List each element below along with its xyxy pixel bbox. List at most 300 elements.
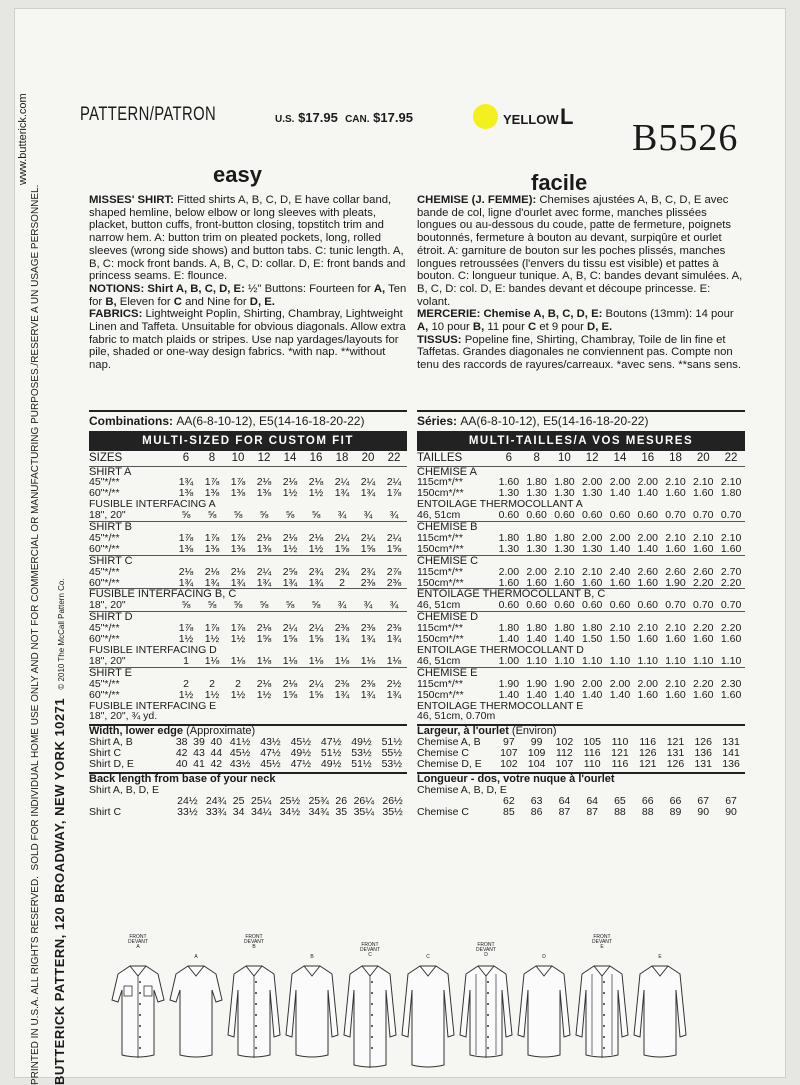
table-cell: 2⅛ (308, 531, 324, 544)
table-cell: 1.10 (693, 654, 714, 667)
series-label: Séries: (417, 414, 458, 428)
mercerie-text: Boutons (13mm): 14 pour (605, 308, 734, 321)
table-cell: 2⅜ (334, 622, 350, 635)
table-cell: 1⅝ (308, 688, 324, 701)
table-cell: 1.60 (554, 576, 575, 589)
table-cell: 45½ (260, 758, 281, 771)
table-cell: 1¾ (230, 576, 246, 589)
table-cell: 1.60 (693, 487, 714, 500)
table-cell: 1.80 (554, 622, 575, 635)
table-cell: 88 (641, 805, 654, 818)
can-price: $17.95 (373, 110, 413, 125)
front-label: FRONT DEVANT B (244, 934, 264, 950)
row-label: Shirt D, E (89, 758, 134, 771)
front-view-d-icon (458, 960, 514, 1070)
table-cell: ¾ (363, 599, 373, 612)
table-cell: 1.10 (526, 654, 547, 667)
table-cell: 2.20 (720, 622, 742, 635)
combinations (89, 410, 407, 428)
table-cell: 66 (641, 794, 654, 807)
size-header: 8 (208, 451, 216, 464)
row-label: 45"*/** (89, 565, 120, 578)
metrage-table (417, 451, 745, 722)
table-cell: 2.00 (581, 476, 603, 489)
misses-label: MISSES' SHIRT: (89, 194, 174, 206)
table-cell: 1.30 (526, 542, 547, 555)
table-cell: 1.30 (554, 487, 575, 500)
table-cell: 1½ (308, 542, 324, 555)
table-cell: 1⅞ (204, 531, 220, 544)
table-row (417, 656, 745, 667)
row-label: FUSIBLE INTERFACING A (89, 498, 216, 511)
row-label: 18", 20", ¾ yd. (89, 710, 158, 723)
table-cell: 24½ (177, 794, 198, 807)
table-cell: 1.80 (498, 622, 520, 635)
table-cell: 34¼ (251, 805, 272, 818)
table-cell: 1⅛ (256, 654, 272, 667)
table-cell: ⅝ (285, 599, 295, 612)
size-header: 20 (361, 451, 375, 464)
rights-label: ALL RIGHTS RESERVED. (30, 876, 41, 995)
table-row (89, 499, 407, 510)
table-cell: 1.40 (637, 542, 658, 555)
mercerie-b: B, (472, 321, 485, 334)
section-title: Width, lower edge (89, 725, 184, 738)
table-cell: 2.00 (637, 531, 658, 544)
table-cell: 1⅝ (256, 633, 272, 646)
row-label: FUSIBLE INTERFACING D (89, 644, 217, 656)
notions-text: Ten for (89, 282, 407, 308)
table-cell: 136 (694, 747, 712, 760)
row-label: Shirt C (89, 805, 122, 818)
table-cell: 2.70 (720, 565, 742, 578)
table-cell: 47½ (320, 736, 342, 749)
difficulty-letter: L (560, 104, 574, 129)
table-cell: 2.40 (609, 565, 631, 578)
size-header: 18 (335, 451, 349, 464)
table-cell: 49½ (320, 758, 342, 771)
table-cell: 25 (232, 794, 245, 807)
table-cell: 2.00 (581, 531, 603, 544)
table-cell: 1.40 (526, 633, 547, 646)
size-header: 20 (696, 451, 710, 464)
notions-text: Eleven for (119, 295, 171, 308)
table-cell: ¾ (363, 509, 373, 522)
table-cell: 49½ (290, 747, 312, 760)
fabrics-label: FABRICS: (89, 308, 143, 321)
table-cell: 2⅛ (282, 476, 298, 489)
table-cell: ⅝ (259, 599, 269, 612)
table-cell: 2.00 (498, 565, 520, 578)
table-cell: ¾ (337, 509, 347, 522)
table-cell: 0.60 (554, 599, 575, 612)
table-cell: 44 (210, 747, 223, 760)
table-cell: 25¾ (308, 794, 329, 807)
table-cell: 1.00 (498, 654, 520, 667)
table-cell: 1.60 (609, 576, 631, 589)
table-cell: 1.60 (720, 688, 742, 701)
table-cell: 87 (586, 805, 599, 818)
table-cell: 51½ (381, 736, 403, 749)
width-table (89, 726, 407, 770)
table-cell: 55½ (381, 747, 403, 760)
row-label: ENTOILAGE THERMOCOLLANT D (417, 644, 584, 656)
table-cell: 104 (527, 758, 546, 771)
longueur-table (417, 774, 745, 818)
table-cell: 1⅝ (282, 633, 298, 646)
table-cell: 1.40 (554, 688, 575, 701)
table-cell: 112 (556, 747, 573, 760)
table-cell: 2.00 (609, 677, 631, 690)
table-row (417, 600, 745, 611)
table-cell: 109 (527, 747, 546, 760)
table-cell: 2¾ (334, 565, 350, 578)
table-cell: 110 (611, 736, 629, 749)
front-view-c-icon (342, 960, 398, 1070)
section-title: Longueur - dos, votre nuque à l'ourlet (417, 772, 615, 785)
table-cell: 1.60 (637, 688, 658, 701)
size-header: 16 (309, 451, 323, 464)
table-cell: 0.60 (554, 509, 575, 522)
table-cell: ⅝ (207, 509, 217, 522)
series-value: AA(6-8-10-12), E5(14-16-18-20-22) (460, 414, 649, 428)
table-cell: 1¾ (386, 633, 402, 646)
table-cell: 2¼ (386, 531, 402, 544)
table-cell: 116 (583, 747, 601, 760)
row-label: 18", 20" (89, 654, 126, 667)
mercerie-text: et 9 pour (539, 321, 584, 334)
table-cell: 1⅛ (282, 654, 298, 667)
table-cell: 1.40 (637, 487, 658, 500)
table-cell: 0.70 (720, 599, 742, 612)
notions-a: A, (373, 282, 386, 295)
table-cell: 2.10 (665, 476, 686, 489)
table-row (417, 567, 745, 578)
table-cell: 45½ (229, 747, 251, 760)
table-cell: 2¼ (334, 531, 350, 544)
table-cell: ⅝ (181, 509, 191, 522)
front-view-e-icon (574, 960, 630, 1070)
table-cell: 2.00 (526, 565, 547, 578)
table-cell: 2¼ (360, 476, 376, 489)
row-label: 150cm*/** (417, 542, 464, 555)
section-title: Back length from base of your neck (89, 772, 276, 785)
table-cell: 2 (183, 677, 189, 690)
table-cell: 2⅛ (256, 476, 272, 489)
sizes-label: SIZES (89, 451, 123, 464)
table-cell: 1.50 (609, 633, 631, 646)
table-cell: 99 (530, 736, 543, 749)
front-label: FRONT DEVANT E (592, 934, 612, 950)
row-label: Chemise D, E (417, 758, 482, 771)
table-row (417, 667, 745, 678)
table-cell: 34½ (279, 805, 301, 818)
table-cell: 2.10 (637, 622, 658, 635)
table-cell: 1.60 (665, 633, 686, 646)
row-label: 60"*/** (89, 576, 120, 589)
table-cell: 2 (209, 677, 215, 690)
table-cell: 47½ (260, 747, 281, 760)
table-cell: 1.80 (581, 622, 603, 635)
table-cell: 2⅜ (386, 576, 402, 589)
table-cell: 1.40 (609, 688, 631, 701)
back-view-b-icon (284, 960, 340, 1070)
table-cell: 1.80 (498, 531, 520, 544)
row-label: 60"*/** (89, 633, 120, 646)
size-header: 6 (182, 451, 190, 464)
table-cell: 1.60 (665, 688, 686, 701)
table-row (89, 567, 407, 578)
table-cell: 2⅛ (256, 531, 272, 544)
largeur-table (417, 726, 745, 770)
table-cell: 1⅛ (334, 654, 350, 667)
row-label: FUSIBLE INTERFACING B, C (89, 589, 407, 600)
table-cell: 2 (339, 576, 345, 589)
table-cell: 1⅞ (204, 622, 220, 635)
view-letter: C (426, 954, 430, 960)
table-cell: 2.20 (720, 576, 742, 589)
table-cell: 1⅝ (360, 542, 376, 555)
row-label: Chemise C (417, 747, 469, 760)
row-label: 150cm*/** (417, 688, 464, 701)
row-label: 115cm*/** (417, 565, 463, 578)
pattern-label: PATTERN/PATRON (80, 104, 217, 125)
table-cell: 1.80 (526, 531, 547, 544)
table-cell: 110 (583, 758, 601, 771)
table-cell: 2¼ (334, 476, 350, 489)
copyright-label: © 2010 The McCall Pattern Co. (57, 578, 66, 690)
table-cell: 1⅜ (256, 542, 272, 555)
row-label: CHEMISE A (417, 466, 745, 477)
table-cell: 35¼ (353, 805, 375, 818)
table-cell: 116 (611, 758, 629, 771)
section-note: (Approximate) (183, 725, 256, 738)
table-row (89, 759, 407, 770)
table-row (417, 544, 745, 555)
multi-sized-band: MULTI-SIZED FOR CUSTOM FIT (89, 431, 407, 451)
notions-b: B, (105, 295, 117, 308)
table-cell: 1¾ (308, 576, 324, 589)
table-row (89, 612, 407, 623)
size-header: 16 (641, 451, 655, 464)
table-cell: 2⅜ (386, 622, 402, 635)
table-cell: 1.10 (609, 654, 631, 667)
size-header: 22 (387, 451, 401, 464)
table-cell: 1.30 (498, 487, 520, 500)
side-publisher-text (52, 5, 67, 1085)
table-cell: 1½ (204, 633, 220, 646)
table-cell: 2¼ (308, 677, 324, 690)
table-cell: 0.70 (720, 509, 742, 522)
table-cell: 1.60 (526, 576, 547, 589)
table-cell: 0.60 (581, 509, 603, 522)
table-cell: ⅝ (181, 599, 191, 612)
table-cell: 90 (725, 805, 737, 818)
table-cell: 1⅜ (204, 487, 220, 500)
envelope-color: YELLOW (503, 112, 559, 127)
table-cell: 2.20 (693, 576, 714, 589)
row-label: SHIRT D (89, 612, 407, 623)
row-label: 18", 20" (89, 599, 126, 612)
view-letter: A (194, 954, 198, 960)
table-cell: 0.60 (609, 599, 631, 612)
table-cell: 0.70 (693, 599, 714, 612)
url-label[interactable]: www.butterick.com (17, 93, 29, 185)
table-cell: 1.60 (665, 542, 686, 555)
chemise-text: Chemises ajustées A, B, C, D, E avec bande de col, ligne d'ourlet avec forme, manches plissées longues ou au-dessous du coude, patte de fermeture, poignets boutonnés, fermeture à bouton au devant, surpiqûre et ourlet étroit. A: garniture de bouton sur les poches plissés, manches longues retroussées (l'envers du tissu est visible) et pattes à bouton. C: longueur tunique. A, B, C: bandes devant simulées. A, B, C, D: col. D, E: bandes devant et découpe princesse. E: volant. (417, 194, 743, 308)
table-cell: 102 (500, 758, 518, 771)
row-label: 60"*/** (89, 542, 120, 555)
table-row (417, 679, 745, 690)
table-cell: 0.60 (526, 599, 547, 612)
table-cell: 64 (586, 794, 599, 807)
french-yardage (417, 410, 745, 818)
row-label: ENTOILAGE THERMOCOLLANT E (417, 699, 584, 712)
row-label: SHIRT E (89, 667, 407, 678)
table-cell: 40 (175, 758, 188, 771)
table-cell: 141 (722, 747, 740, 760)
fabrics-text: Lightweight Poplin, Shirting, Chambray, Lightweight Linen and Taffeta. Unsuitable for obvious diagonals. Allow extra fabric to match plaids or stripes. Use nap yardages/layouts for pile, shaded or one-way design fabrics. *with nap. **without nap. (89, 308, 406, 372)
pattern-number: B5526 (632, 117, 739, 159)
table-cell: 89 (669, 805, 682, 818)
table-cell: 121 (666, 736, 685, 749)
yardage-table (89, 451, 407, 722)
table-cell: 131 (722, 736, 740, 749)
back-view-c-icon (400, 960, 456, 1070)
mercerie-de: D, E. (587, 321, 613, 334)
table-cell: 1.40 (609, 542, 631, 555)
table-cell: 2⅜ (360, 576, 376, 589)
table-cell: 97 (503, 736, 515, 749)
row-label: CHEMISE C (417, 555, 745, 566)
table-row (89, 711, 407, 722)
table-cell: 1¾ (282, 576, 298, 589)
size-header: 10 (558, 451, 571, 464)
table-cell: 1.40 (609, 487, 631, 500)
table-cell: 90 (697, 805, 710, 818)
table-cell: 1.40 (581, 688, 603, 701)
table-cell: 121 (638, 758, 657, 771)
table-cell: 1⅜ (178, 542, 194, 555)
table-cell: 1⅛ (360, 654, 376, 667)
table-cell: 126 (666, 758, 685, 771)
table-row (417, 759, 745, 770)
table-cell: 2.10 (693, 531, 714, 544)
table-row (89, 589, 407, 600)
table-cell: 131 (666, 747, 685, 760)
size-header: 12 (585, 451, 599, 464)
table-cell: 2.10 (554, 565, 575, 578)
table-cell: 1.60 (498, 476, 520, 489)
table-cell: 45½ (290, 736, 312, 749)
tailles-row (417, 451, 745, 466)
table-cell: 25½ (279, 794, 301, 807)
publisher-label: BUTTERICK PATTERN, 120 BROADWAY, NEW YORK 10271 (52, 697, 67, 1085)
table-cell: 1¾ (204, 576, 220, 589)
table-cell: 88 (614, 805, 626, 818)
table-cell: 25¼ (251, 794, 272, 807)
table-row (89, 466, 407, 477)
table-cell: 1.50 (581, 633, 603, 646)
table-cell: 1.80 (554, 476, 575, 489)
size-header: 22 (724, 451, 738, 464)
table-cell: 0.60 (498, 599, 520, 612)
table-cell: 1.60 (693, 633, 714, 646)
table-row (89, 656, 407, 667)
table-cell: 0.60 (609, 509, 631, 522)
table-cell: 1.60 (581, 576, 603, 589)
table-cell: ⅝ (285, 509, 295, 522)
row-label: Chemise A, B, D, E (417, 783, 507, 796)
table-cell: 2.60 (693, 565, 714, 578)
table-row (417, 807, 745, 818)
garment-sketches (110, 935, 690, 1075)
table-cell: 1⅝ (334, 542, 350, 555)
table-cell: 1½ (308, 487, 324, 500)
row-label: 150cm*/** (417, 487, 464, 500)
row-label: FUSIBLE INTERFACING E (89, 699, 217, 712)
table-cell: 1½ (204, 688, 220, 701)
table-row (89, 600, 407, 611)
table-cell: 2.20 (693, 622, 714, 635)
table-cell: 1.80 (526, 476, 547, 489)
table-cell: 1¾ (178, 576, 194, 589)
size-header: 18 (669, 451, 682, 464)
table-cell: 2⅛ (256, 677, 272, 690)
table-cell: 86 (530, 805, 543, 818)
english-description (89, 194, 407, 372)
notions-text: ½" Buttons: Fourteen for (248, 282, 371, 295)
table-cell: 1.60 (637, 576, 658, 589)
table-row (417, 510, 745, 521)
table-cell: 0.70 (665, 509, 686, 522)
table-cell: 2.10 (665, 531, 686, 544)
table-cell: 35½ (382, 805, 403, 818)
table-cell: 1.60 (693, 688, 714, 701)
table-cell: 2⅜ (360, 677, 376, 690)
table-cell: 62 (503, 794, 515, 807)
table-cell: 65 (614, 794, 626, 807)
notions-c: C (173, 295, 182, 308)
table-cell: 1.10 (637, 654, 658, 667)
table-cell: 2½ (386, 677, 402, 690)
table-cell: 2.10 (720, 531, 742, 544)
yellow-dot-icon (473, 104, 498, 129)
table-cell: 26¼ (353, 794, 375, 807)
table-cell: 43½ (260, 736, 281, 749)
table-cell: 34 (232, 805, 245, 818)
table-cell: 2¼ (282, 622, 298, 635)
table-cell: 2.00 (637, 677, 658, 690)
table-cell: 1.90 (498, 677, 520, 690)
row-label: Chemise C (417, 805, 469, 818)
table-cell: 1⅛ (230, 654, 246, 667)
row-label: 115cm*/** (417, 677, 463, 690)
table-cell: 2⅜ (360, 622, 376, 635)
table-row (89, 645, 407, 656)
table-cell: 1.80 (554, 531, 575, 544)
table-cell: ¾ (389, 599, 399, 612)
table-cell: 1.90 (554, 677, 575, 690)
table-cell: 2¾ (360, 565, 376, 578)
table-cell: 40 (210, 736, 223, 749)
table-cell: 1¾ (334, 633, 350, 646)
table-cell: 1.10 (581, 654, 603, 667)
row-label: Shirt A, B, D, E (89, 783, 160, 796)
table-cell: 2.10 (720, 476, 742, 489)
row-label: 115cm*/** (417, 531, 463, 544)
row-label: Chemise A, B (417, 736, 481, 749)
